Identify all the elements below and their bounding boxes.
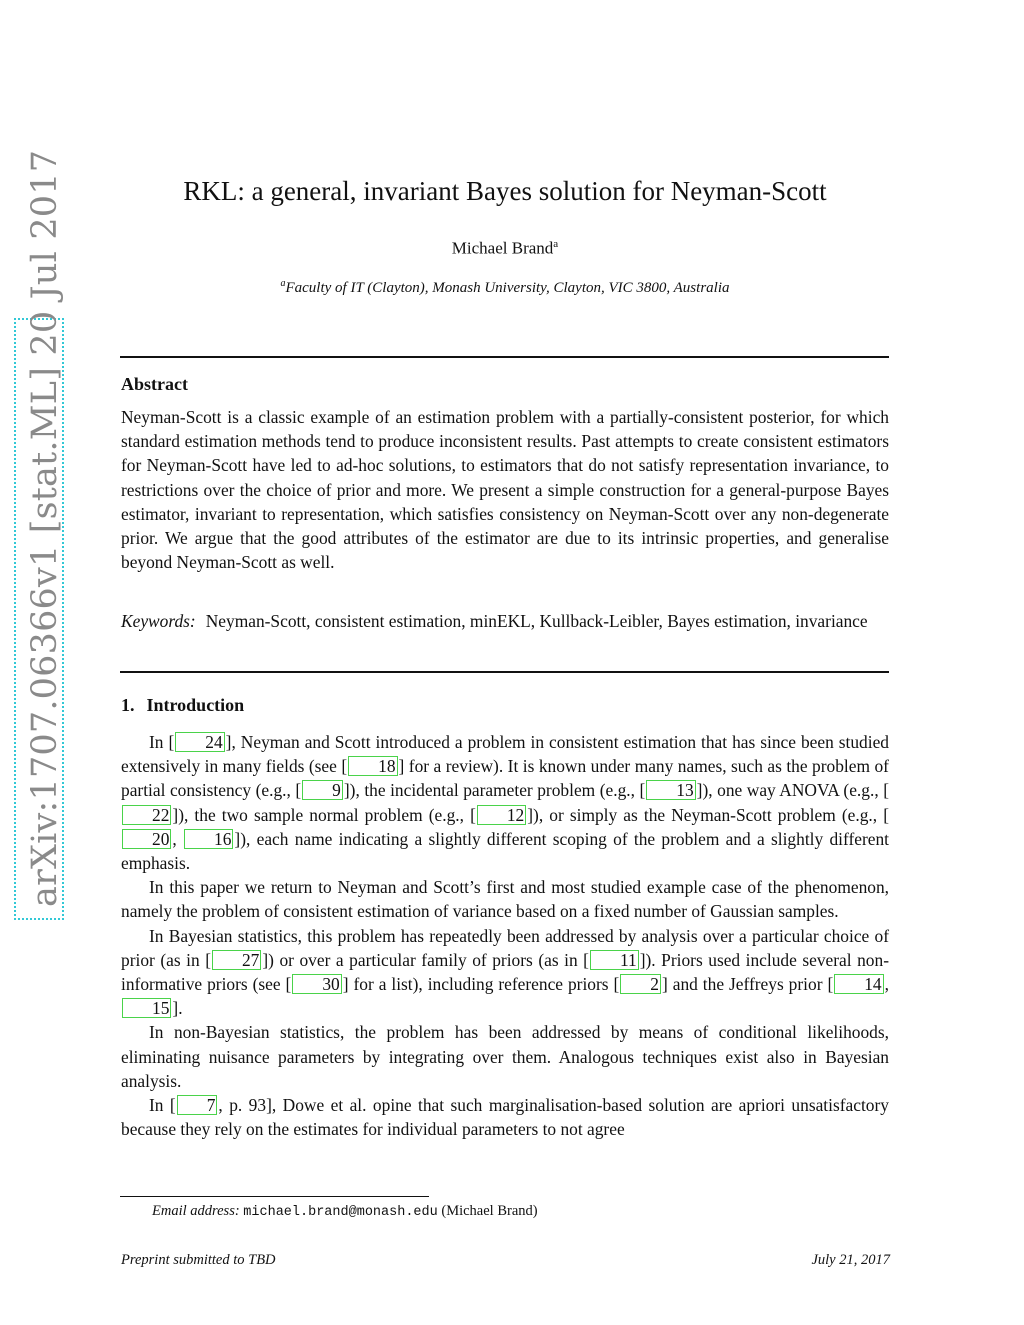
citation-link[interactable]: 16 xyxy=(184,829,233,849)
abstract-top-rule xyxy=(120,356,889,358)
affiliation-text: Faculty of IT (Clayton), Monash University, Clayton, VIC 3800, Australia xyxy=(285,280,730,296)
intro-paragraph-1: In [ 24 ], Neyman and Scott introduced a problem in consistent estimation that has since been studied extensively in many fields (see [ 18 ] for a review). It is known under many names, such as the problem of partial consistency (e.g., [ 9 ]), the incidental parameter problem (e.g., [ 13 ]), one way ANOVA (e.g., [22 ]), the two sample normal problem (e.g., [ 12 ]), or simply as the Neyman-Scott problem (e.g., [20 , 16 ]), each name indicating a slightly different scoping of the problem and a slightly different emphasis. xyxy=(121,732,889,874)
text-run: , xyxy=(884,974,889,995)
intro-paragraph-2: In this paper we return to Neyman and Scott’s first and most studied example case of the phenomenon, namely the problem of consistent estimation of variance based on a fixed number of Gaussian samples. xyxy=(121,877,889,922)
keywords-label: Keywords: xyxy=(121,611,196,631)
citation-link[interactable]: 27 xyxy=(212,950,261,970)
text-run: , Neyman and Scott introduced a problem in consistent estimation that has since been studied extensively in many fields (see xyxy=(121,732,889,777)
citation-link[interactable]: 15 xyxy=(122,998,171,1018)
email-address[interactable]: michael.brand@monash.edu xyxy=(243,1205,438,1220)
arxiv-identifier[interactable]: arXiv:1707.06366v1 [stat.ML] 20 Jul 2017 xyxy=(25,149,65,907)
text-run: ) or over a particular family of priors (as in xyxy=(268,949,584,970)
section-heading xyxy=(121,695,244,716)
citation-link[interactable]: 20 xyxy=(122,829,171,849)
text-run: for a review). It is known under many names, such as the problem of partial consistency (e.g., xyxy=(121,756,889,801)
keywords-line xyxy=(121,609,889,633)
citation-link[interactable]: 30 xyxy=(292,974,341,994)
text-run: . xyxy=(178,998,183,1019)
footnote-rule xyxy=(120,1196,429,1197)
citation-link[interactable]: 18 xyxy=(348,756,397,776)
text-run: , xyxy=(172,828,184,849)
citation-link[interactable]: 14 xyxy=(834,974,883,994)
text-run: ), one way ANOVA (e.g., xyxy=(702,780,884,801)
footnote-label: Email address: xyxy=(152,1203,240,1219)
text-run: ), each name indicating a slightly different scoping of the problem and a slightly different emphasis. xyxy=(121,828,889,874)
affiliation-line xyxy=(120,278,890,297)
text-run: for a list), including reference priors xyxy=(348,974,614,995)
text-run: In Bayesian statistics, this problem has repeatedly been addressed by analysis over a particular choice of prior (as in xyxy=(121,925,889,970)
text-run: ), the two sample normal problem (e.g., xyxy=(178,804,471,825)
affiliation-superscript: a xyxy=(280,278,286,289)
citation-link[interactable]: 2 xyxy=(620,974,661,994)
abstract-text: Neyman-Scott is a classic example of an estimation problem with a partially-consistent posterior, for which standard estimation methods tend to produce inconsistent results. Past attempts to create consistent estimators for Neyman-Scott have led to ad-hoc solutions, to estimators that do not satisfy representation invariance, to restrictions over the choice of prior and more. We present a simple construction for a general-purpose Bayes estimator, invariant to representation, which satisfies consistency on Neyman-Scott over any non-degenerate prior. We argue that the good attributes of the estimator are due to its intrinsic properties, and generalise beyond Neyman-Scott as well. xyxy=(121,407,889,573)
footnote-name: (Michael Brand) xyxy=(441,1203,538,1219)
author-superscript: a xyxy=(553,238,559,250)
text-run: and the Jeffreys prior xyxy=(667,974,828,995)
intro-paragraph-5: In [ 7 , p. 93], Dowe et al. opine that such marginalisation-based solution are apriori unsatisfactory because they rely on the estimates for individual parameters to not agree xyxy=(121,1095,889,1140)
text-run: ). Priors used include several non-informative priors (see xyxy=(121,949,889,995)
keywords-list: Neyman-Scott, consistent estimation, minEKL, Kullback-Leibler, Bayes estimation, invariance xyxy=(205,611,868,631)
preprint-note: Preprint submitted to TBD xyxy=(121,1252,276,1268)
text-run: ), the incidental parameter problem (e.g., xyxy=(349,780,640,801)
section-title: Introduction xyxy=(146,695,245,715)
preprint-date: July 21, 2017 xyxy=(811,1252,890,1268)
footnote xyxy=(152,1203,538,1220)
citation-link[interactable]: 24 xyxy=(175,732,224,752)
citation-link[interactable]: 22 xyxy=(122,805,171,825)
text-run: ), or simply as the Neyman-Scott problem (e.g., xyxy=(533,804,884,825)
citation-link[interactable]: 9 xyxy=(302,780,343,800)
citation-link[interactable]: 13 xyxy=(646,780,695,800)
intro-paragraph-4: In non-Bayesian statistics, the problem has been addressed by means of conditional likelihoods, eliminating nuisance parameters by integrating over them. Analogous techniques exist also in Bayesian analysis. xyxy=(121,1022,889,1091)
author-name: Michael Brand xyxy=(451,238,554,258)
text-run: , p. 93], Dowe et al. opine that such marginalisation-based solution are apriori unsatisfactory because they rely on the estimates for individual parameters to not agree xyxy=(121,1095,889,1140)
citation-link[interactable]: 7 xyxy=(177,1095,218,1115)
introduction-body xyxy=(121,730,889,1141)
text-run: In xyxy=(149,732,169,752)
author-line xyxy=(120,238,890,259)
text-run: In xyxy=(149,1095,170,1116)
intro-paragraph-3: In Bayesian statistics, this problem has repeatedly been addressed by analysis over a particular choice of prior (as in [ 27 ]) or over a particular family of priors (as in [ 11 ]). Priors used include several non-informative priors (see [ 30 ] for a list), including reference priors [ 2 ] and the Jeffreys prior [ 14 , 15 ]. xyxy=(121,925,889,1019)
abstract-bottom-rule xyxy=(120,671,889,673)
paper-title: RKL: a general, invariant Bayes solution for Neyman-Scott xyxy=(183,176,827,206)
citation-link[interactable]: 11 xyxy=(590,950,639,970)
section-number: 1. xyxy=(121,695,135,715)
citation-link[interactable]: 12 xyxy=(477,805,526,825)
abstract-heading: Abstract xyxy=(121,374,188,394)
